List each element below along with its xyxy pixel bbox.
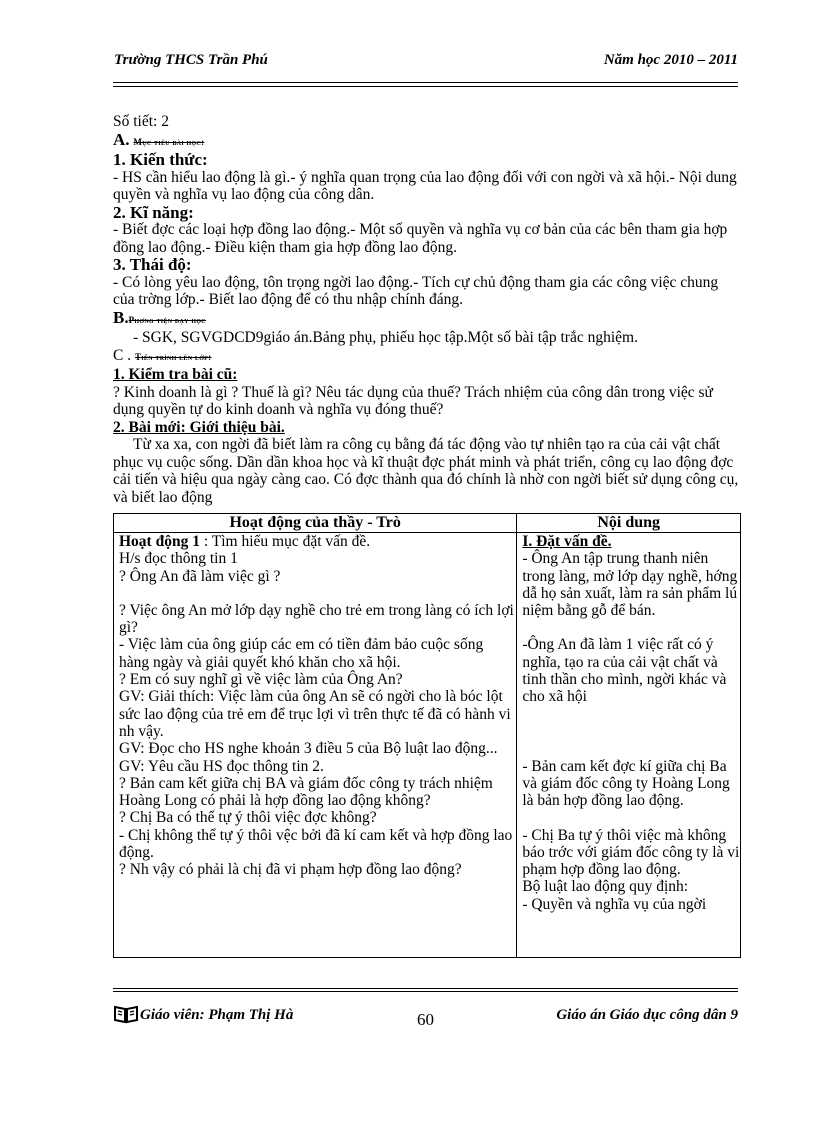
- table-row: [114, 533, 741, 958]
- section-b-title: Phơng tiện dạy học: [128, 314, 206, 325]
- left-line: ? Chị Ba có thể tự ý thôi việc đợc không?: [119, 809, 377, 827]
- thai-do-heading: 3. Thái độ:: [113, 255, 192, 274]
- kien-thuc-text: - HS cần hiểu lao động là gì.- ý nghĩa quan trọng của lao động đối với con ngời và xã hội.- Nội dung quyền và nghĩa vụ lao động của công dân.: [113, 168, 737, 203]
- left-line: GV: Giải thích: Việc làm của ông An sẽ có ngời cho là bóc lột sức lao động của trẻ em để trục lợi vì trên thực tế đã có hành vi nh vậy.: [119, 688, 511, 740]
- content-column: [517, 533, 741, 958]
- kiem-tra-heading: 1. Kiểm tra bài cũ:: [113, 366, 238, 383]
- table-header-row: [114, 514, 741, 533]
- right-paragraph: -Ông An đã làm 1 việc rất có ý nghĩa, tạo ra của cải vật chất và tinh thần cho mình, ngời khác và cho xã hội: [522, 636, 727, 706]
- kien-thuc-heading: 1. Kiến thức:: [113, 150, 208, 169]
- left-line: GV: Yêu cầu HS đọc thông tin 2.: [119, 757, 324, 775]
- left-line: ? Việc ông An mở lớp dạy nghề cho trẻ em trong làng có ích lợi gì?: [119, 601, 514, 637]
- activity-table: [113, 513, 741, 958]
- bai-moi-heading: 2. Bài mới: Giới thiệu bài.: [113, 418, 285, 436]
- right-paragraph: - Ông An tập trung thanh niên trong làng, mở lớp dạy nghề, hớng dẫ họ sản xuất, làm ra sản phẩm lú niệm bằng gỗ để bán.: [522, 550, 738, 620]
- left-line: GV: Đọc cho HS nghe khoản 3 điều 5 của Bộ luật lao động...: [119, 740, 498, 758]
- section-c: C . Tiến trình lên lớp:: [113, 346, 212, 364]
- right-paragraph: - Bản cam kết đợc kí giữa chị Ba và giám đốc công ty Hoàng Long là bản hợp đồng lao động.: [522, 757, 730, 810]
- section-c-title: Tiến trình lên lớp:: [134, 351, 212, 362]
- left-line: H/s đọc thông tin 1: [119, 550, 238, 568]
- left-line: ? Em có suy nghĩ gì về việc làm của Ông An?: [119, 671, 403, 689]
- section-b: B.Phơng tiện dạy học: [113, 307, 206, 327]
- left-line: - Chị không thể tự ý thôi vệc bởi đã kí cam kết và hợp đồng lao động.: [119, 826, 513, 862]
- right-blank: [522, 619, 740, 636]
- right-blank: [522, 706, 740, 758]
- activity-1-line: Hoạt động 1 : Tìm hiểu mục đặt vấn đề.: [119, 533, 371, 550]
- kiem-tra-text: ? Kinh doanh là gì ? Thuế là gì? Nêu tác dụng của thuế? Trách nhiệm của công dân trong việc sử dụng quyền tự do kinh doanh và nghĩa vụ đóng thuế?: [113, 383, 713, 418]
- table-header-left: Hoạt động của thầy - Trò: [114, 514, 517, 533]
- right-blank: [522, 810, 740, 827]
- header-rule-2: [113, 86, 738, 87]
- ki-nang-heading: 2. Kĩ năng:: [113, 202, 194, 222]
- footer-teacher: Giáo viên: Phạm Thị Hà: [140, 1007, 294, 1023]
- page-number: 60: [417, 1010, 434, 1029]
- thai-do-text: - Có lòng yêu lao động, tôn trọng ngời lao động.- Tích cự chủ động tham gia các công việc chung của trờng lớp.- Biết lao động để có thu nhập chính đáng.: [113, 273, 719, 308]
- left-line: - Việc làm của ông giúp các em có tiền đảm bảo cuộc sống hàng ngày và giải quyết khó khăn cho xã hội.: [119, 636, 484, 671]
- bai-moi-text: Từ xa xa, con ngời đã biết làm ra công cụ bằng đá tác động vào tự nhiên tạo ra của cải vật chất phục vụ cuộc sống. Dần dần khoa học và kĩ thuật đợc phát minh và phát triển, công cụ lao động đợc cải tiến và hiệu qua ngày càng cao. Có đợc thành qua đó chính là nhờ con ngời biết sử dụng công cụ, và biết lao động: [113, 436, 739, 506]
- right-paragraph: - Quyền và nghĩa vụ của ngời: [522, 895, 707, 913]
- footer-rule-2: [113, 991, 738, 992]
- left-line-blank: [119, 585, 516, 602]
- right-paragraph: - Chị Ba tự ý thôi việc mà không báo trớc với giám đốc công ty là vi phạm hợp đồng lao động.: [522, 826, 740, 879]
- header-rule: [113, 82, 738, 83]
- section-b-text: - SGK, SGVGDCD9giáo án.Bảng phụ, phiếu học tập.Một số bài tập trắc nghiệm.: [133, 329, 638, 346]
- table-header-right: Nội dung: [517, 514, 741, 533]
- header-school: Trường THCS Trần Phú: [114, 52, 268, 68]
- left-line: ? Bản cam kết giữa chị BA và giám đốc công ty trách nhiệm Hoàng Long có phải là hợp đồng lao động không?: [119, 774, 493, 810]
- teacher-student-activities: [114, 533, 517, 958]
- footer-subject: Giáo án Giáo dục công dân 9: [556, 1007, 738, 1023]
- right-paragraph: Bộ luật lao động quy định:: [522, 878, 689, 896]
- left-line: ? Ông An đã làm việc gì ?: [119, 567, 281, 585]
- section-a: A. Mục tiêu bài học:: [113, 129, 205, 149]
- book-icon: [113, 1004, 139, 1029]
- right-title: I. Đặt vấn đề.: [522, 533, 612, 550]
- so-tiet: Số tiết: 2: [113, 113, 169, 130]
- footer-rule: [113, 988, 738, 989]
- header-year: Năm học 2010 – 2011: [603, 52, 738, 68]
- section-a-title: Mục tiêu bài học:: [133, 136, 205, 147]
- left-line: ? Nh vậy có phải là chị đã vi phạm hợp đồng lao động?: [119, 861, 462, 879]
- lesson-content: [113, 113, 743, 506]
- ki-nang-text: - Biết đợc các loại hợp đồng lao động.- Một số quyền và nghĩa vụ cơ bản của các bên tham gia hợp đồng lao động.- Điều kiện tham gia hợp đồng lao động.: [113, 221, 728, 256]
